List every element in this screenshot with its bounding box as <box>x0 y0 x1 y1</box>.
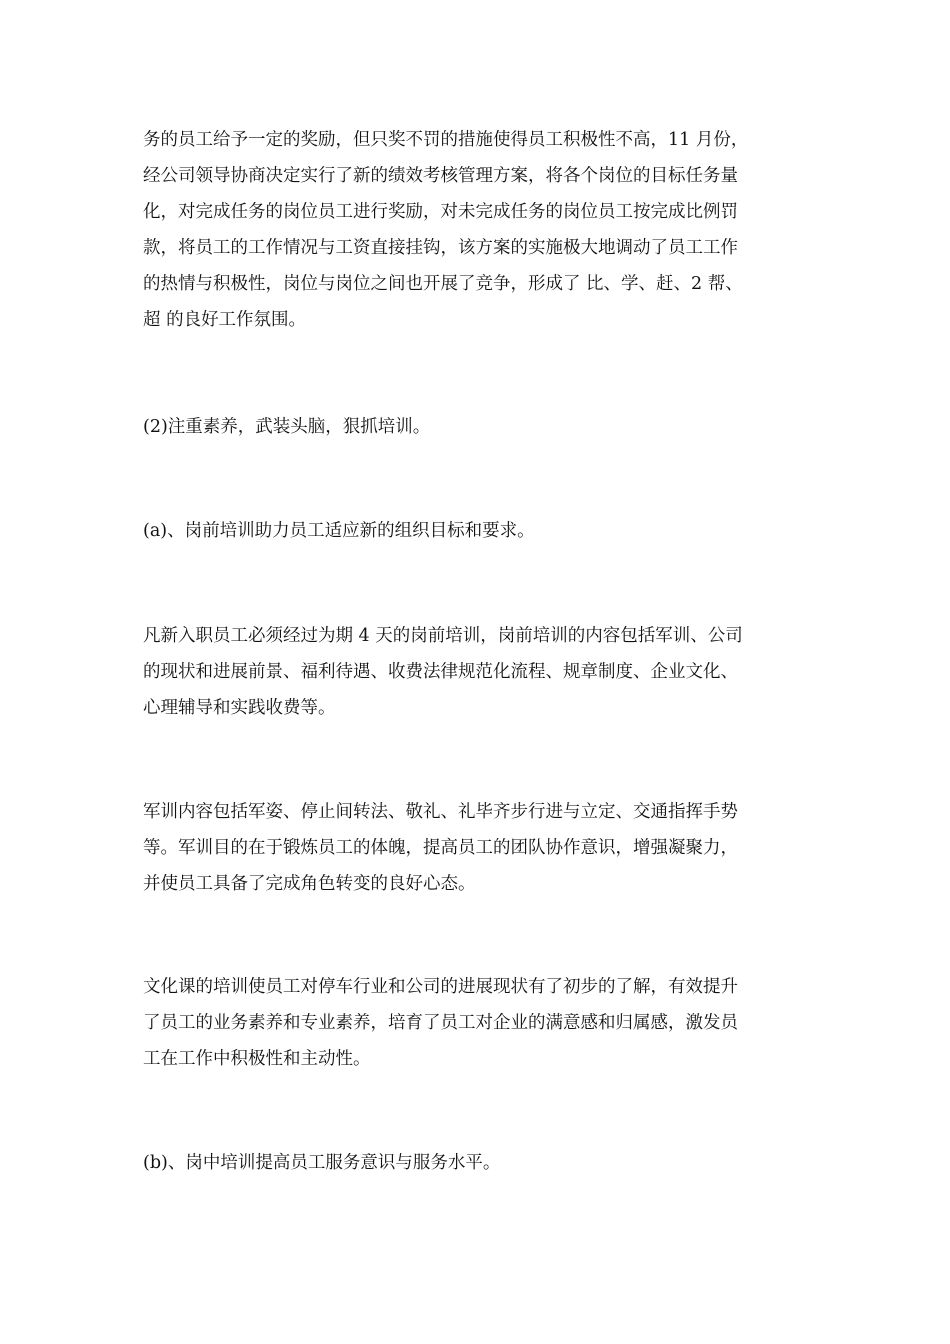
text-line: 工在工作中积极性和主动性。 <box>143 1049 371 1069</box>
text-line: 心理辅导和实践收费等。 <box>143 698 336 718</box>
text-line: (a)、岗前培训助力员工适应新的组织目标和要求。 <box>143 521 535 541</box>
subsection-heading-on-job <box>143 1145 813 1181</box>
text-line: 经公司领导协商决定实行了新的绩效考核管理方案，将各个岗位的目标任务量 <box>143 166 738 186</box>
text-line: (2)注重素养，武装头脑，狠抓培训。 <box>143 417 431 437</box>
paragraph-military-training <box>143 794 813 902</box>
text-line: (b)、岗中培训提高员工服务意识与服务水平。 <box>143 1153 501 1173</box>
text-line: 凡新入职员工必须经过为期 4 天的岗前培训，岗前培训的内容包括军训、公司 <box>143 626 743 646</box>
text-line: 化，对完成任务的岗位员工进行奖励，对未完成任务的岗位员工按完成比例罚 <box>143 202 738 222</box>
text-line: 了员工的业务素养和专业素养，培育了员工对企业的满意感和归属感，激发员 <box>143 1013 738 1033</box>
text-line: 款，将员工的工作情况与工资直接挂钩，该方案的实施极大地调动了员工工作 <box>143 238 738 258</box>
paragraph-performance-plan <box>143 122 813 338</box>
text-line: 军训内容包括军姿、停止间转法、敬礼、礼毕齐步行进与立定、交通指挥手势 <box>143 802 738 822</box>
subsection-heading-pre-job <box>143 513 813 549</box>
text-line: 等。军训目的在于锻炼员工的体魄，提高员工的团队协作意识，增强凝聚力， <box>143 838 738 858</box>
text-line: 超 的良好工作氛围。 <box>143 310 307 330</box>
text-line: 文化课的培训使员工对停车行业和公司的进展现状有了初步的了解，有效提升 <box>143 977 738 997</box>
text-line: 并使员工具备了完成角色转变的良好心态。 <box>143 874 476 894</box>
paragraph-culture-course <box>143 969 813 1077</box>
text-line: 的热情与积极性，岗位与岗位之间也开展了竞争，形成了 比、学、赶、2 帮、 <box>143 274 743 294</box>
text-line: 务的员工给予一定的奖励，但只奖不罚的措施使得员工积极性不高，11 月份， <box>143 130 749 150</box>
paragraph-pre-job-training <box>143 618 813 726</box>
section-heading-training <box>143 409 813 445</box>
text-line: 的现状和进展前景、福利待遇、收费法律规范化流程、规章制度、企业文化、 <box>143 662 738 682</box>
